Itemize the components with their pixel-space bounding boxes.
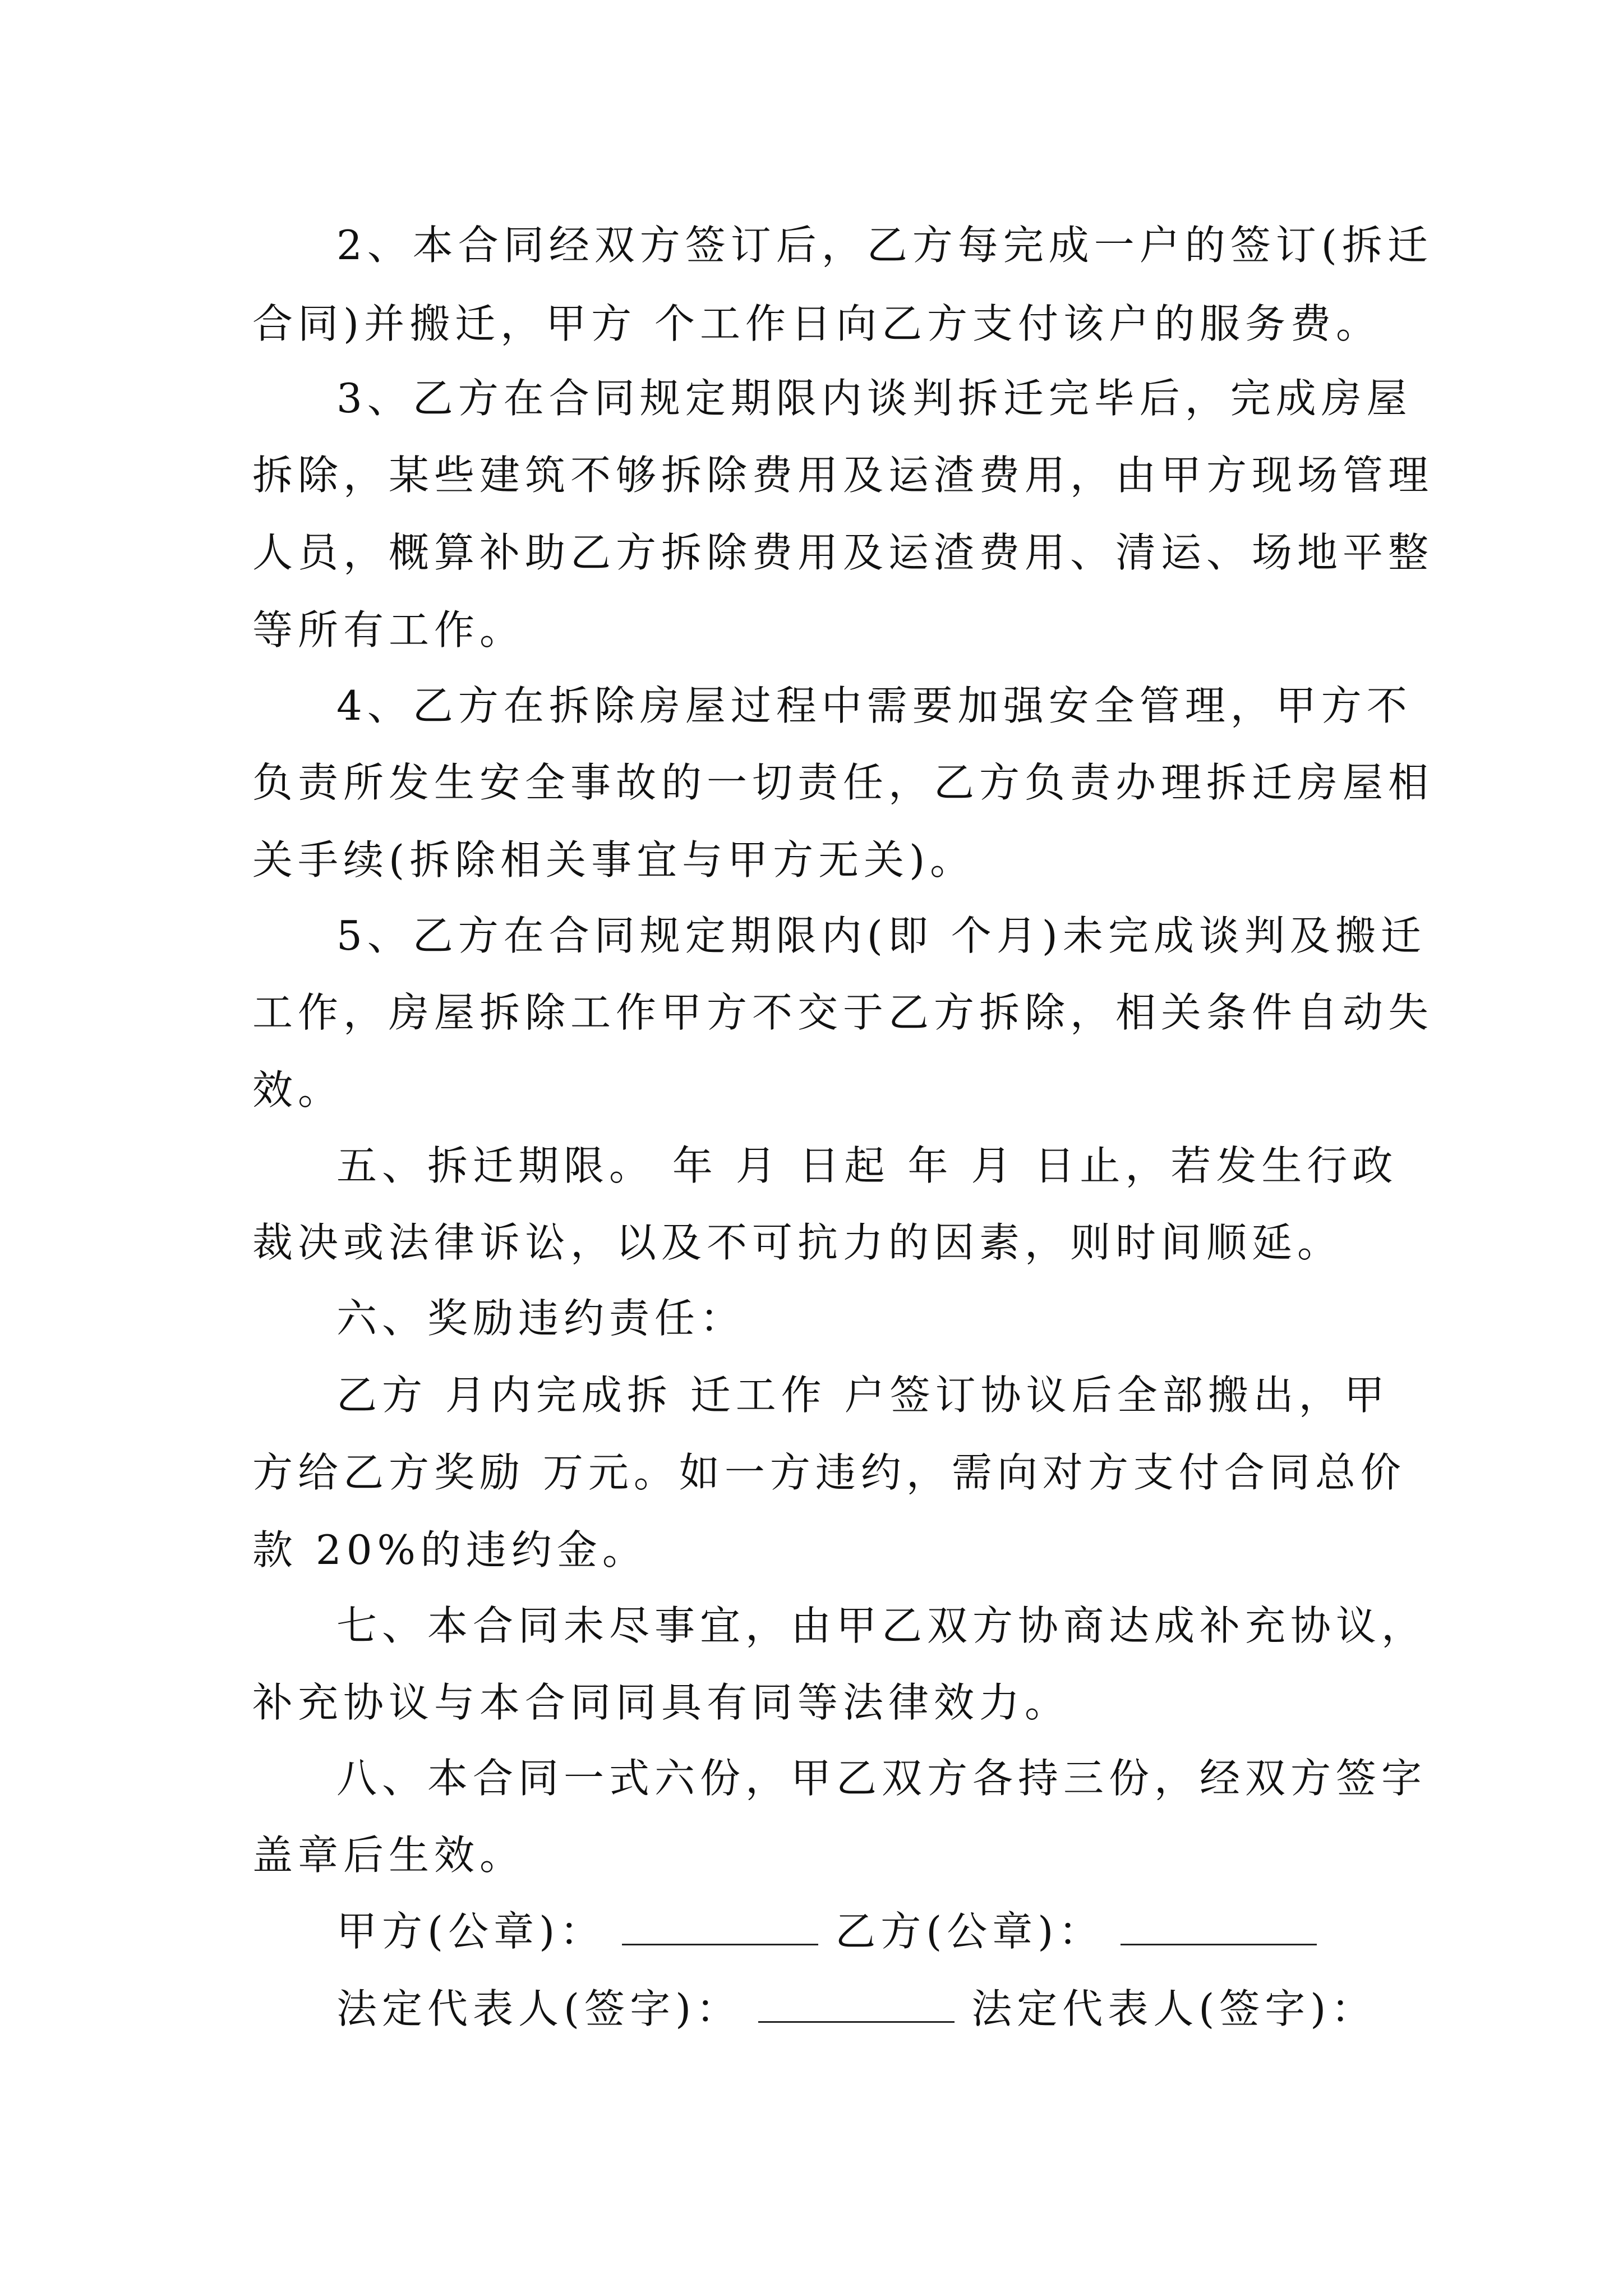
paragraph-line: 负责所发生安全事故的一切责任，乙方负责办理拆迁房屋相: [252, 759, 1434, 806]
paragraph-line: 乙方 月内完成拆 迁工作 户签订协议后全部搬出，甲: [336, 1372, 1390, 1419]
paragraph-line: 方给乙方奖励 万元。如一方违约，需向对方支付合同总价: [252, 1449, 1406, 1496]
paragraph-line: 拆除，某些建筑不够拆除费用及运渣费用，由甲方现场管理: [252, 452, 1434, 499]
paragraph-line: 4、乙方在拆除房屋过程中需要加强安全管理，甲方不: [336, 682, 1412, 729]
representative-line: [336, 1983, 1376, 2034]
paragraph-line: 2、本合同经双方签订后，乙方每完成一户的签订(拆迁: [336, 222, 1433, 269]
paragraph-line: 五、拆迁期限。 年 月 日起 年 月 日止，若发生行政: [336, 1142, 1398, 1189]
rep-a-label: 法定代表人(签字)：: [336, 1985, 742, 2032]
rep-a-signature-blank[interactable]: [758, 1983, 955, 2023]
paragraph-line: 人员，概算补助乙方拆除费用及运渣费用、清运、场地平整: [252, 529, 1434, 576]
paragraph-line: 八、本合同一式六份，甲乙双方各持三份，经双方签字: [336, 1755, 1427, 1802]
paragraph-line: 3、乙方在合同规定期限内谈判拆迁完毕后，完成房屋: [336, 375, 1412, 422]
party-b-seal-blank[interactable]: [1121, 1906, 1317, 1945]
seal-line: [336, 1906, 1334, 1957]
paragraph-line: 补充协议与本合同同具有同等法律效力。: [252, 1679, 1071, 1726]
paragraph-line: 5、乙方在合同规定期限内(即 个月)未完成谈判及搬迁: [336, 912, 1426, 959]
paragraph-line: 等所有工作。: [252, 606, 525, 654]
paragraph-line: 七、本合同未尽事宜，由甲乙双方协商达成补充协议，: [336, 1602, 1427, 1649]
party-a-seal-blank[interactable]: [622, 1906, 818, 1945]
section-heading: 六、奖励违约责任：: [336, 1295, 746, 1342]
party-b-seal-label: 乙方(公章)：: [835, 1908, 1104, 1955]
party-a-seal-label: 甲方(公章)：: [336, 1908, 606, 1955]
paragraph-line: 盖章后生效。: [252, 1832, 525, 1879]
rep-b-label: 法定代表人(签字)：: [971, 1985, 1377, 2032]
paragraph-line: 工作，房屋拆除工作甲方不交于乙方拆除，相关条件自动失: [252, 989, 1434, 1036]
paragraph-line: 裁决或法律诉讼，以及不可抗力的因素，则时间顺延。: [252, 1219, 1343, 1266]
paragraph-line: 效。: [252, 1066, 344, 1114]
paragraph-line: 合同)并搬迁，甲方 个工作日向乙方支付该户的服务费。: [252, 300, 1381, 347]
paragraph-line: 关手续(拆除相关事宜与甲方无关)。: [252, 836, 976, 884]
paragraph-line: 款 20%的违约金。: [252, 1526, 648, 1573]
